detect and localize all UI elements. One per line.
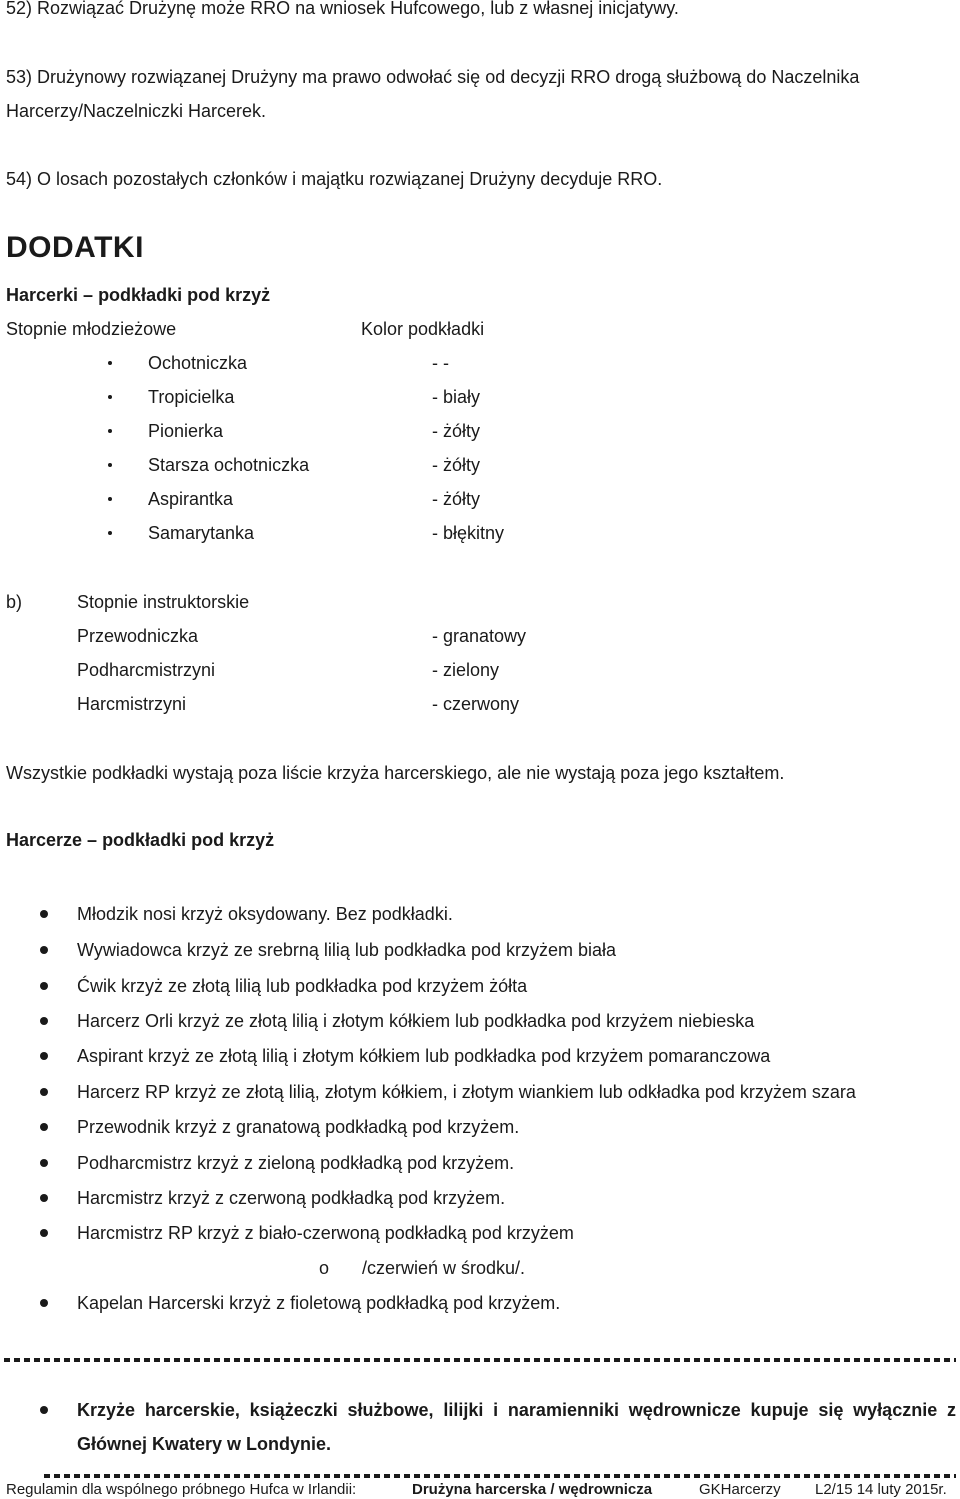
paragraph-53-line1: 53) Drużynowy rozwiązanej Drużyny ma prawo odwołać się od decyzji RRO drogą służbową do Naczelnika — [6, 67, 860, 87]
paragraph-52: 52) Rozwiązać Drużynę może RRO na wniosek Hufcowego, lub z własnej inicjatywy. — [6, 0, 679, 18]
instructor-title: Stopnie instruktorskie — [77, 592, 250, 612]
dotted-divider — [4, 1358, 956, 1362]
column-header-ranks: Stopnie młodzieżowe — [6, 319, 177, 339]
rank-name: Starsza ochotniczka — [148, 455, 310, 475]
section-heading-dodatki: DODATKI — [6, 231, 144, 264]
item-text: Aspirant krzyż ze złotą lilią i złotym kółkiem lub podkładka pod krzyżem pomaranczowa — [77, 1046, 771, 1066]
paragraph-53-line2: Harcerzy/Naczelniczki Harcerek. — [6, 101, 267, 121]
pads-note: Wszystkie podkładki wystają poza liście krzyża harcerskiego, ale nie wystają poza jego kształtem. — [6, 763, 785, 783]
bullet-icon — [108, 429, 112, 433]
item-text: Podharcmistrz krzyż z zieloną podkładką pod krzyżem. — [77, 1153, 515, 1173]
footer-section: Drużyna harcerska / wędrownicza — [412, 1481, 653, 1498]
rank-color: - biały — [432, 387, 481, 407]
footer-version: L2/15 14 luty 2015r. — [815, 1481, 947, 1498]
bullet-icon — [40, 1123, 48, 1131]
rank-name: Harcmistrzyni — [77, 694, 187, 714]
bullet-icon — [40, 1194, 48, 1202]
sub-item-text: /czerwień w środku/. — [362, 1258, 526, 1278]
rank-name: Podharcmistrzyni — [77, 660, 216, 680]
bullet-icon — [40, 1017, 48, 1025]
footer-organization: GKHarcerzy — [699, 1481, 781, 1498]
item-text: Młodzik nosi krzyż oksydowany. Bez podkładki. — [77, 904, 453, 924]
rank-color: - żółty — [432, 489, 481, 509]
bullet-icon — [40, 982, 48, 990]
bullet-icon — [40, 1088, 48, 1096]
sub-bullet-marker: o — [319, 1258, 330, 1278]
item-text: Harcmistrz RP krzyż z biało-czerwoną podkładką pod krzyżem — [77, 1223, 574, 1243]
paragraph-54: 54) O losach pozostałych członków i majątku rozwiązanej Drużyny decyduje RRO. — [6, 169, 663, 189]
purchase-notice: Krzyże harcerskie, książeczki służbowe, lilijki i naramienniki wędrownicze kupuje się wyłącznie z Głównej Kwatery w Londynie. — [77, 1400, 956, 1454]
rank-color: - - — [432, 353, 449, 373]
item-text: Wywiadowca krzyż ze srebrną lilią lub podkładka pod krzyżem biała — [77, 940, 617, 960]
rank-name: Ochotniczka — [148, 353, 248, 373]
item-text: Ćwik krzyż ze złotą lilią lub podkładka pod krzyżem żółta — [77, 976, 528, 996]
harcerze-title: Harcerze – podkładki pod krzyż — [6, 830, 275, 850]
rank-color: - granatowy — [432, 626, 527, 646]
rank-color: - zielony — [432, 660, 500, 680]
item-text: Harcerz Orli krzyż ze złotą lilią i złotym kółkiem lub podkładka pod krzyżem niebieska — [77, 1011, 755, 1031]
column-header-color: Kolor podkładki — [361, 319, 485, 339]
rank-color: - błękitny — [432, 523, 505, 543]
bullet-icon — [108, 531, 112, 535]
item-text: Harcmistrz krzyż z czerwoną podkładką pod krzyżem. — [77, 1188, 506, 1208]
rank-name: Tropicielka — [148, 387, 235, 407]
harcerki-title: Harcerki – podkładki pod krzyż — [6, 285, 271, 305]
bullet-icon — [40, 1229, 48, 1237]
instructor-label: b) — [6, 592, 23, 612]
rank-name: Samarytanka — [148, 523, 255, 543]
bullet-icon — [108, 497, 112, 501]
rank-color: - czerwony — [432, 694, 520, 714]
bullet-icon — [40, 1052, 48, 1060]
bullet-icon — [40, 1406, 48, 1414]
bullet-icon — [108, 463, 112, 467]
footer-document-title: Regulamin dla wspólnego próbnego Hufca w Irlandii: — [6, 1481, 357, 1498]
item-text: Przewodnik krzyż z granatową podkładką pod krzyżem. — [77, 1117, 520, 1137]
rank-name: Pionierka — [148, 421, 224, 441]
bullet-icon — [40, 1159, 48, 1167]
bullet-icon — [108, 395, 112, 399]
rank-color: - żółty — [432, 421, 481, 441]
bullet-icon — [108, 361, 112, 365]
rank-name: Aspirantka — [148, 489, 234, 509]
bullet-icon — [40, 946, 48, 954]
rank-name: Przewodniczka — [77, 626, 199, 646]
item-text: Kapelan Harcerski krzyż z fioletową podkładką pod krzyżem. — [77, 1293, 561, 1313]
bullet-icon — [40, 1299, 48, 1307]
rank-color: - żółty — [432, 455, 481, 475]
footer-divider — [44, 1474, 956, 1478]
bullet-icon — [40, 910, 48, 918]
item-text: Harcerz RP krzyż ze złotą lilią, złotym kółkiem, i złotym wiankiem lub odkładka pod krzyżem szara — [77, 1082, 856, 1102]
